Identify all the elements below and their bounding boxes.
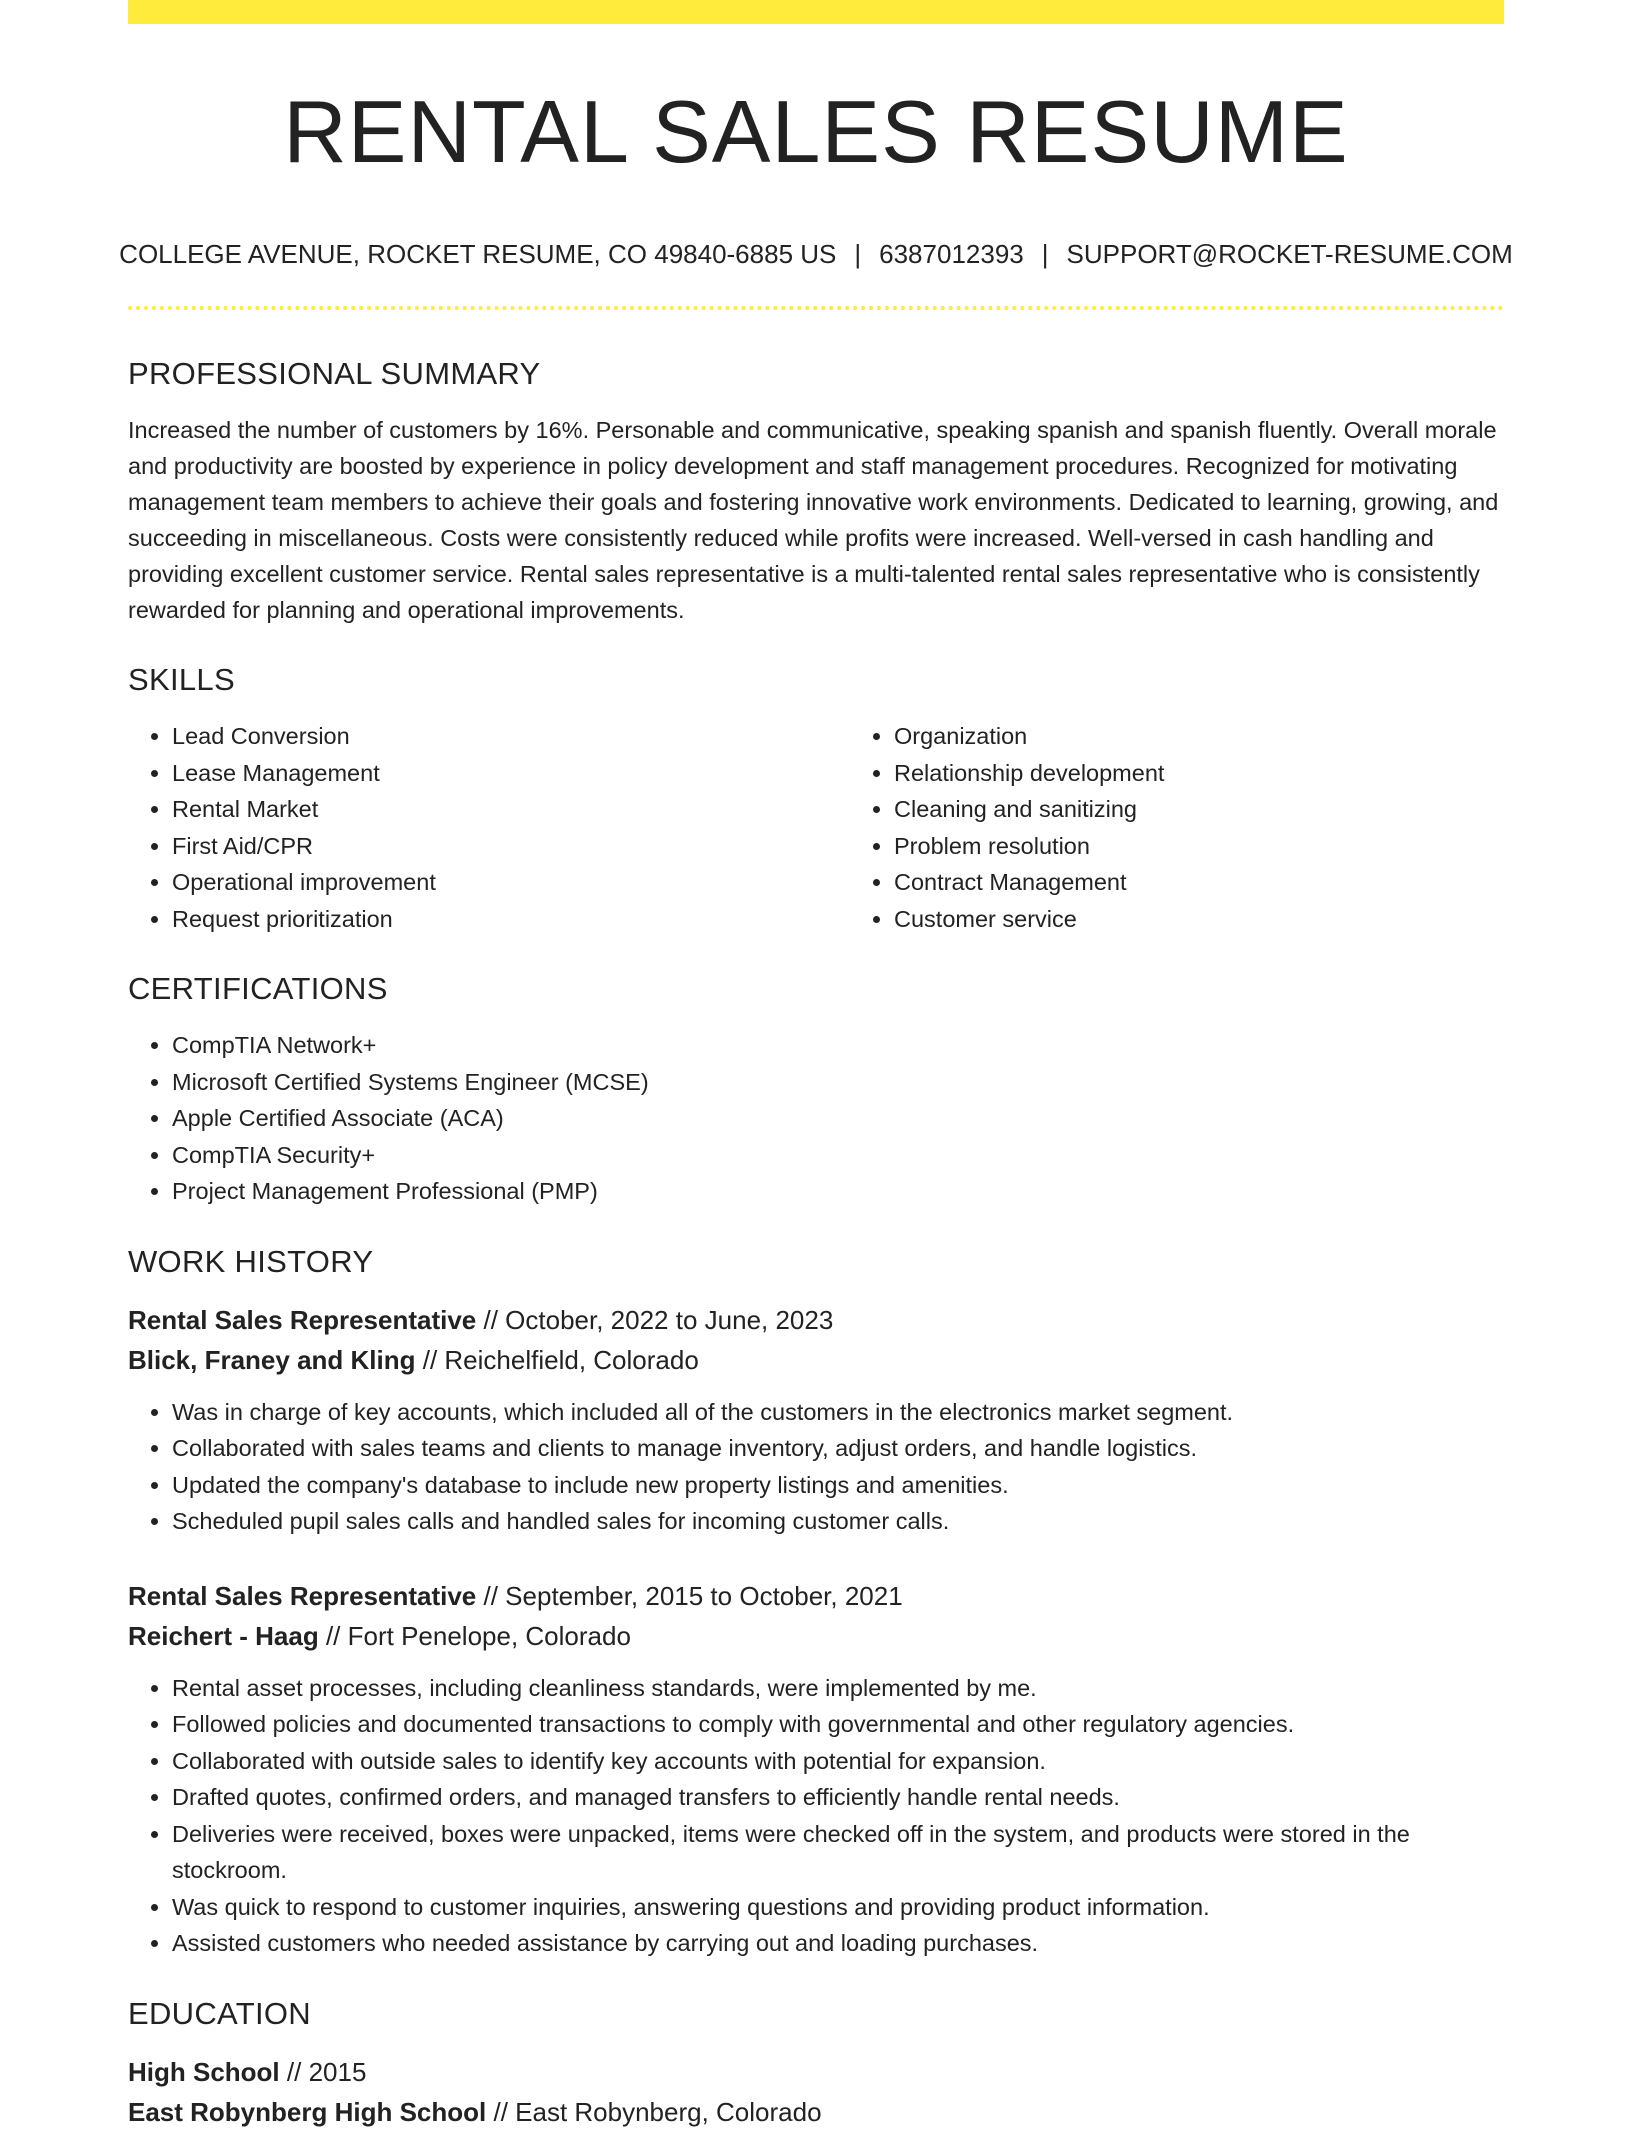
- certification-item: • Project Management Professional (PMP): [172, 1173, 1504, 1210]
- job-bullet: • Was in charge of key accounts, which included all of the customers in the electronics market segment.: [172, 1394, 1504, 1431]
- job-bullet: • Rental asset processes, including cleanliness standards, were implemented by me.: [172, 1670, 1504, 1707]
- skill-item: • Request prioritization: [172, 901, 850, 938]
- job-bullet: • Assisted customers who needed assistance by carrying out and loading purchases.: [172, 1925, 1504, 1962]
- certification-item: • CompTIA Network+: [172, 1027, 1504, 1064]
- certification-item: • CompTIA Security+: [172, 1137, 1504, 1174]
- contact-email[interactable]: SUPPORT@ROCKET-RESUME.COM: [1066, 239, 1513, 269]
- top-accent-bar: [128, 0, 1504, 24]
- skill-item: • Lead Conversion: [172, 718, 850, 755]
- job-dates: // September, 2015 to October, 2021: [476, 1580, 903, 1611]
- section-heading-summary: PROFESSIONAL SUMMARY: [128, 356, 541, 391]
- job-bullet: • Deliveries were received, boxes were unpacked, items were checked off in the system, and products were stored in the stockroom.: [172, 1816, 1504, 1889]
- certification-item: • Apple Certified Associate (ACA): [172, 1100, 1504, 1137]
- summary-text: Increased the number of customers by 16%. Personable and communicative, speaking spanish and spanish fluently. Overall morale and productivity are boosted by experience in policy development and staff management procedures. Recognized for motivating management team members to achieve their goals and fostering innovative work environments. Dedicated to learning, growing, and succeeding in miscellaneous. Costs were consistently reduced while profits were increased. Well-versed in cash handling and providing excellent customer service. Rental sales representative is a multi-talented rental sales representative who is consistently rewarded for planning and operational improvements.: [128, 417, 1499, 623]
- job-company: Blick, Franey and Kling: [128, 1344, 416, 1375]
- resume-title: RENTAL SALES RESUME: [283, 82, 1349, 181]
- dotted-divider: [128, 306, 1504, 310]
- skill-item: • Relationship development: [894, 755, 1572, 792]
- job-bullet: • Scheduled pupil sales calls and handled sales for incoming customer calls.: [172, 1503, 1504, 1540]
- job-bullet: • Updated the company's database to include new property listings and amenities.: [172, 1467, 1504, 1504]
- job-company-line: [128, 1616, 1504, 1656]
- skill-item: • Contract Management: [894, 864, 1572, 901]
- education-year: // 2015: [279, 2056, 367, 2087]
- job-bullet: • Collaborated with outside sales to identify key accounts with potential for expansion.: [172, 1743, 1504, 1780]
- section-heading-skills: SKILLS: [128, 662, 235, 697]
- section-heading-work-history: WORK HISTORY: [128, 1243, 374, 1279]
- job-entry: [128, 1300, 1504, 1540]
- contact-address: COLLEGE AVENUE, ROCKET RESUME, CO 49840-6885 US: [119, 239, 837, 269]
- skill-item: • First Aid/CPR: [172, 828, 850, 865]
- job-title-line: [128, 1300, 1504, 1340]
- job-bullets: [128, 1394, 1504, 1540]
- job-location: // Reichelfield, Colorado: [415, 1344, 699, 1375]
- skills-list-left: [128, 718, 850, 937]
- contact-line: [0, 236, 1632, 272]
- education-section: [128, 1992, 1504, 2132]
- job-title: Rental Sales Representative: [128, 1580, 477, 1611]
- contact-separator: |: [1041, 239, 1049, 269]
- job-entry: [128, 1576, 1504, 1962]
- skills-columns: [128, 702, 1504, 937]
- education-school: East Robynberg High School: [128, 2096, 487, 2127]
- job-location: // Fort Penelope, Colorado: [318, 1620, 631, 1651]
- skill-item: • Operational improvement: [172, 864, 850, 901]
- skills-list-right: [850, 718, 1572, 937]
- section-heading-education: EDUCATION: [128, 1995, 311, 2031]
- job-bullets: [128, 1670, 1504, 1962]
- education-degree: High School: [128, 2056, 280, 2087]
- skills-section: [128, 658, 1504, 937]
- skill-item: • Customer service: [894, 901, 1572, 938]
- job-title-line: [128, 1576, 1504, 1616]
- skill-item: • Cleaning and sanitizing: [894, 791, 1572, 828]
- work-history-section: [128, 1240, 1504, 1962]
- skill-item: • Lease Management: [172, 755, 850, 792]
- certifications-list: [128, 1027, 1504, 1210]
- job-bullet: • Drafted quotes, confirmed orders, and managed transfers to efficiently handle rental needs.: [172, 1779, 1504, 1816]
- skill-item: • Problem resolution: [894, 828, 1572, 865]
- job-dates: // October, 2022 to June, 2023: [476, 1304, 834, 1335]
- job-bullet: • Collaborated with sales teams and clients to manage inventory, adjust orders, and handle logistics.: [172, 1430, 1504, 1467]
- job-company: Reichert - Haag: [128, 1620, 319, 1651]
- job-bullet: • Followed policies and documented transactions to comply with governmental and other regulatory agencies.: [172, 1706, 1504, 1743]
- contact-phone: 6387012393: [879, 239, 1024, 269]
- job-title: Rental Sales Representative: [128, 1304, 477, 1335]
- skill-item: • Rental Market: [172, 791, 850, 828]
- certifications-section: [128, 967, 1504, 1210]
- summary-section: [128, 352, 1504, 628]
- contact-separator: |: [854, 239, 862, 269]
- education-degree-line: [128, 2052, 1504, 2092]
- skill-item: • Organization: [894, 718, 1572, 755]
- job-company-line: [128, 1340, 1504, 1380]
- section-heading-certifications: CERTIFICATIONS: [128, 971, 388, 1006]
- job-bullet: • Was quick to respond to customer inquiries, answering questions and providing product information.: [172, 1889, 1504, 1926]
- certification-item: • Microsoft Certified Systems Engineer (MCSE): [172, 1064, 1504, 1101]
- education-location: // East Robynberg, Colorado: [486, 2096, 822, 2127]
- resume-content: [128, 352, 1504, 2132]
